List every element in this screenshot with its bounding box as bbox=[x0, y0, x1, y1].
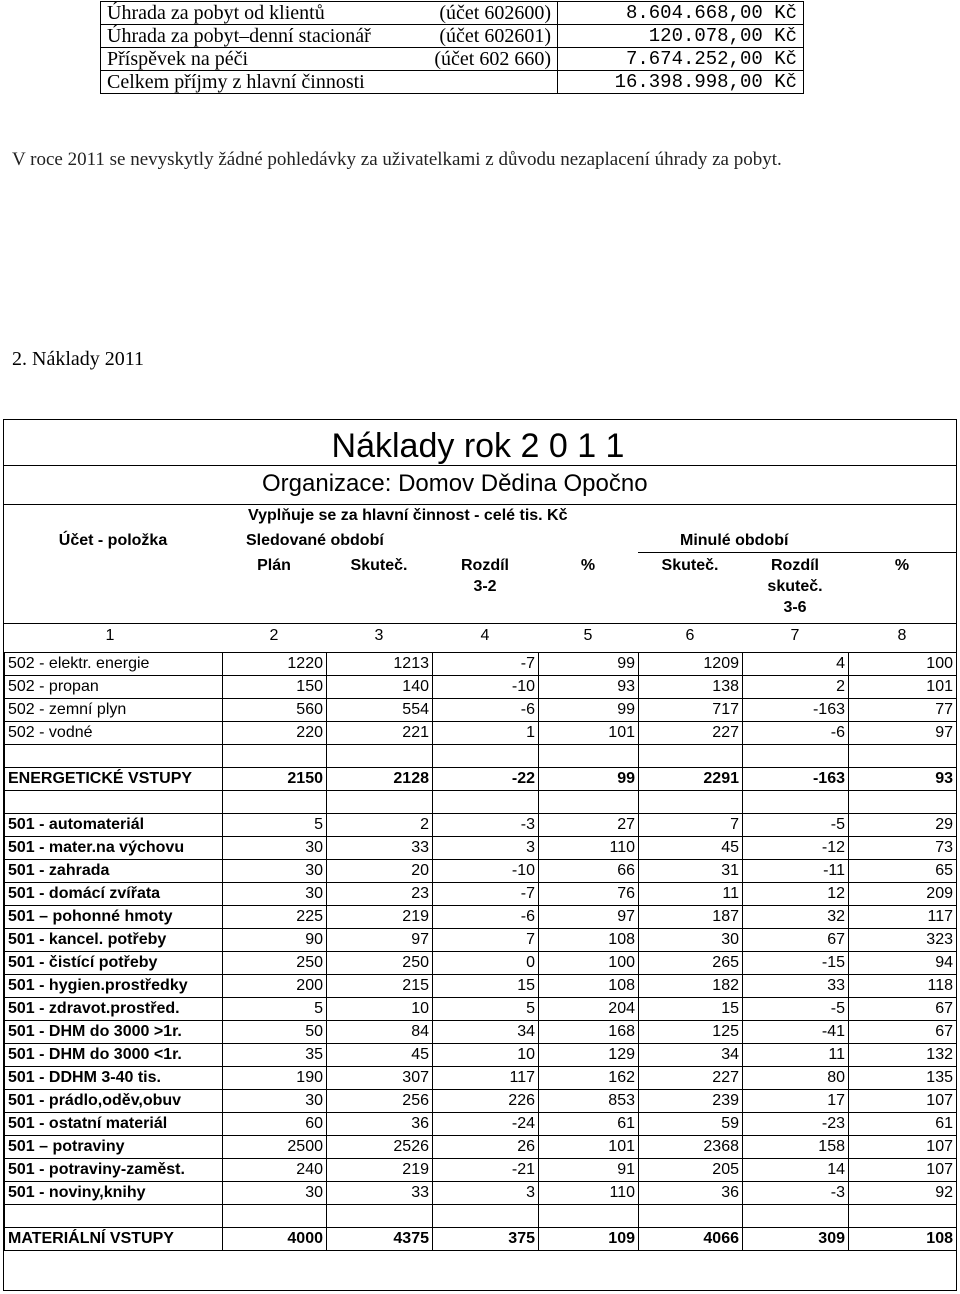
income-label: Celkem příjmy z hlavní činnosti bbox=[107, 71, 365, 93]
income-table bbox=[100, 1, 804, 94]
empty-cell bbox=[433, 1205, 539, 1228]
empty-cell bbox=[639, 791, 743, 814]
value-cell: 5 bbox=[223, 814, 327, 837]
header-diff-formula: 3-2 bbox=[473, 578, 497, 595]
value-cell: 219 bbox=[327, 906, 433, 929]
value-cell: -24 bbox=[433, 1113, 539, 1136]
header-diff: Rozdíl bbox=[461, 557, 509, 574]
empty-cell bbox=[539, 745, 639, 768]
value-cell: 109 bbox=[539, 1228, 639, 1251]
value-cell: 15 bbox=[639, 998, 743, 1021]
value-cell: -10 bbox=[433, 860, 539, 883]
value-cell: -3 bbox=[433, 814, 539, 837]
value-cell: 10 bbox=[327, 998, 433, 1021]
value-cell: 4000 bbox=[223, 1228, 327, 1251]
value-cell: 2128 bbox=[327, 768, 433, 791]
item-label: 502 - propan bbox=[5, 676, 223, 699]
header-current-period: Sledované období bbox=[246, 532, 384, 549]
value-cell: 117 bbox=[849, 906, 957, 929]
value-cell: -163 bbox=[743, 699, 849, 722]
value-cell: 36 bbox=[639, 1182, 743, 1205]
value-cell: 45 bbox=[327, 1044, 433, 1067]
value-cell: 1220 bbox=[223, 653, 327, 676]
value-cell: 67 bbox=[849, 998, 957, 1021]
section-heading: 2. Náklady 2011 bbox=[12, 348, 145, 370]
value-cell: 97 bbox=[327, 929, 433, 952]
item-label: 501 – pohonné hmoty bbox=[5, 906, 223, 929]
empty-cell bbox=[5, 745, 223, 768]
value-cell: 91 bbox=[539, 1159, 639, 1182]
total-row bbox=[5, 768, 957, 791]
value-cell: 227 bbox=[639, 722, 743, 745]
value-cell: -41 bbox=[743, 1021, 849, 1044]
item-label: 501 - noviny,knihy bbox=[5, 1182, 223, 1205]
value-cell: 4066 bbox=[639, 1228, 743, 1251]
table-row bbox=[5, 1044, 957, 1067]
empty-cell bbox=[327, 791, 433, 814]
empty-cell bbox=[223, 745, 327, 768]
item-label: 502 - zemní plyn bbox=[5, 699, 223, 722]
value-cell: 99 bbox=[539, 768, 639, 791]
empty-cell bbox=[539, 791, 639, 814]
value-cell: 31 bbox=[639, 860, 743, 883]
value-cell: 3 bbox=[433, 837, 539, 860]
value-cell: 36 bbox=[327, 1113, 433, 1136]
value-cell: 204 bbox=[539, 998, 639, 1021]
value-cell: 2150 bbox=[223, 768, 327, 791]
table-row bbox=[5, 952, 957, 975]
table-row bbox=[5, 1182, 957, 1205]
item-label: 501 - automateriál bbox=[5, 814, 223, 837]
value-cell: -6 bbox=[433, 906, 539, 929]
table-row bbox=[5, 653, 957, 676]
value-cell: 0 bbox=[433, 952, 539, 975]
value-cell: 256 bbox=[327, 1090, 433, 1113]
empty-cell bbox=[539, 1205, 639, 1228]
header-prev-percent: % bbox=[894, 557, 910, 574]
value-cell: 97 bbox=[539, 906, 639, 929]
item-label: 501 - zahrada bbox=[5, 860, 223, 883]
value-cell: 101 bbox=[539, 722, 639, 745]
income-label-cell bbox=[101, 2, 558, 25]
table-row bbox=[5, 883, 957, 906]
item-label: 501 - DHM do 3000 <1r. bbox=[5, 1044, 223, 1067]
value-cell: 33 bbox=[743, 975, 849, 998]
value-cell: 135 bbox=[849, 1067, 957, 1090]
value-cell: 97 bbox=[849, 722, 957, 745]
column-number: 7 bbox=[790, 627, 800, 644]
value-cell: 1 bbox=[433, 722, 539, 745]
value-cell: 30 bbox=[223, 1182, 327, 1205]
table-row bbox=[5, 860, 957, 883]
value-cell: 7 bbox=[639, 814, 743, 837]
value-cell: 26 bbox=[433, 1136, 539, 1159]
empty-cell bbox=[743, 1205, 849, 1228]
value-cell: 30 bbox=[223, 860, 327, 883]
value-cell: 309 bbox=[743, 1228, 849, 1251]
fill-note: Vyplňuje se za hlavní činnost - celé tis. Kč bbox=[248, 507, 568, 524]
item-label: 502 - vodné bbox=[5, 722, 223, 745]
value-cell: 200 bbox=[223, 975, 327, 998]
value-cell: 250 bbox=[327, 952, 433, 975]
table-row bbox=[5, 975, 957, 998]
value-cell: 108 bbox=[539, 929, 639, 952]
income-label: Úhrada za pobyt od klientů bbox=[107, 2, 325, 24]
column-number: 5 bbox=[583, 627, 593, 644]
value-cell: 100 bbox=[539, 952, 639, 975]
value-cell: 2291 bbox=[639, 768, 743, 791]
empty-cell bbox=[849, 745, 957, 768]
header-prev-diff: Rozdíl bbox=[771, 557, 819, 574]
value-cell: 33 bbox=[327, 837, 433, 860]
value-cell: 29 bbox=[849, 814, 957, 837]
header-actual: Skuteč. bbox=[350, 557, 408, 574]
value-cell: 226 bbox=[433, 1090, 539, 1113]
value-cell: 150 bbox=[223, 676, 327, 699]
income-row bbox=[101, 25, 804, 48]
item-label: 501 - hygien.prostředky bbox=[5, 975, 223, 998]
value-cell: 99 bbox=[539, 699, 639, 722]
value-cell: 30 bbox=[223, 883, 327, 906]
value-cell: 108 bbox=[849, 1228, 957, 1251]
income-label: Příspěvek na péči bbox=[107, 48, 249, 70]
value-cell: 10 bbox=[433, 1044, 539, 1067]
value-cell: 34 bbox=[433, 1021, 539, 1044]
table-row bbox=[5, 1021, 957, 1044]
divider bbox=[638, 552, 956, 553]
empty-cell bbox=[849, 1205, 957, 1228]
item-label: 501 - potraviny-zaměst. bbox=[5, 1159, 223, 1182]
empty-cell bbox=[639, 1205, 743, 1228]
value-cell: -12 bbox=[743, 837, 849, 860]
header-prev-diff-actual: skuteč. bbox=[767, 578, 823, 595]
value-cell: 1213 bbox=[327, 653, 433, 676]
empty-cell bbox=[327, 745, 433, 768]
value-cell: 190 bbox=[223, 1067, 327, 1090]
table-row bbox=[5, 699, 957, 722]
item-label: 501 - DDHM 3-40 tis. bbox=[5, 1067, 223, 1090]
cost-data-table bbox=[4, 652, 957, 1251]
value-cell: -7 bbox=[433, 653, 539, 676]
table-row bbox=[5, 722, 957, 745]
value-cell: 99 bbox=[539, 653, 639, 676]
value-cell: 33 bbox=[327, 1182, 433, 1205]
empty-cell bbox=[433, 791, 539, 814]
item-label: 501 - DHM do 3000 >1r. bbox=[5, 1021, 223, 1044]
value-cell: 93 bbox=[539, 676, 639, 699]
value-cell: -23 bbox=[743, 1113, 849, 1136]
header-prev-actual: Skuteč. bbox=[661, 557, 719, 574]
empty-cell bbox=[743, 791, 849, 814]
value-cell: 307 bbox=[327, 1067, 433, 1090]
empty-cell bbox=[327, 1205, 433, 1228]
value-cell: 76 bbox=[539, 883, 639, 906]
value-cell: 101 bbox=[539, 1136, 639, 1159]
value-cell: 17 bbox=[743, 1090, 849, 1113]
empty-cell bbox=[433, 745, 539, 768]
header-account-item: Účet - položka bbox=[58, 532, 168, 549]
value-cell: 94 bbox=[849, 952, 957, 975]
item-label: 501 – potraviny bbox=[5, 1136, 223, 1159]
value-cell: 14 bbox=[743, 1159, 849, 1182]
income-row bbox=[101, 71, 804, 94]
value-cell: 32 bbox=[743, 906, 849, 929]
column-number: 3 bbox=[374, 627, 384, 644]
value-cell: 375 bbox=[433, 1228, 539, 1251]
item-label: 502 - elektr. energie bbox=[5, 653, 223, 676]
column-number: 8 bbox=[897, 627, 907, 644]
value-cell: 265 bbox=[639, 952, 743, 975]
spacer-row bbox=[5, 1205, 957, 1228]
value-cell: 4375 bbox=[327, 1228, 433, 1251]
empty-cell bbox=[5, 791, 223, 814]
value-cell: -22 bbox=[433, 768, 539, 791]
table-row bbox=[5, 814, 957, 837]
empty-cell bbox=[849, 791, 957, 814]
value-cell: 12 bbox=[743, 883, 849, 906]
value-cell: 65 bbox=[849, 860, 957, 883]
value-cell: 11 bbox=[743, 1044, 849, 1067]
income-amount: 16.398.998,00 Kč bbox=[558, 71, 804, 94]
table-row bbox=[5, 929, 957, 952]
value-cell: 61 bbox=[849, 1113, 957, 1136]
value-cell: 2368 bbox=[639, 1136, 743, 1159]
value-cell: -5 bbox=[743, 814, 849, 837]
value-cell: 90 bbox=[223, 929, 327, 952]
table-row bbox=[5, 1090, 957, 1113]
value-cell: 110 bbox=[539, 837, 639, 860]
item-label: 501 - mater.na výchovu bbox=[5, 837, 223, 860]
empty-cell bbox=[223, 1205, 327, 1228]
income-amount: 8.604.668,00 Kč bbox=[558, 2, 804, 25]
income-account: (účet 602 660) bbox=[434, 48, 551, 70]
column-number: 6 bbox=[685, 627, 695, 644]
table-row bbox=[5, 906, 957, 929]
value-cell: 323 bbox=[849, 929, 957, 952]
value-cell: -5 bbox=[743, 998, 849, 1021]
income-label-cell bbox=[101, 71, 558, 94]
value-cell: -7 bbox=[433, 883, 539, 906]
value-cell: 140 bbox=[327, 676, 433, 699]
value-cell: 23 bbox=[327, 883, 433, 906]
value-cell: 30 bbox=[223, 837, 327, 860]
table-row bbox=[5, 1067, 957, 1090]
value-cell: 129 bbox=[539, 1044, 639, 1067]
item-label: 501 - domácí zvířata bbox=[5, 883, 223, 906]
value-cell: 187 bbox=[639, 906, 743, 929]
value-cell: 2 bbox=[743, 676, 849, 699]
value-cell: 15 bbox=[433, 975, 539, 998]
value-cell: 168 bbox=[539, 1021, 639, 1044]
value-cell: 67 bbox=[849, 1021, 957, 1044]
value-cell: -10 bbox=[433, 676, 539, 699]
header-prev-diff-formula: 3-6 bbox=[783, 599, 807, 616]
value-cell: -21 bbox=[433, 1159, 539, 1182]
value-cell: 205 bbox=[639, 1159, 743, 1182]
value-cell: -15 bbox=[743, 952, 849, 975]
value-cell: 2526 bbox=[327, 1136, 433, 1159]
organization-label: Organizace: Domov Dědina Opočno bbox=[262, 470, 648, 497]
value-cell: 50 bbox=[223, 1021, 327, 1044]
value-cell: 215 bbox=[327, 975, 433, 998]
income-amount: 120.078,00 Kč bbox=[558, 25, 804, 48]
value-cell: 2500 bbox=[223, 1136, 327, 1159]
value-cell: 560 bbox=[223, 699, 327, 722]
value-cell: 77 bbox=[849, 699, 957, 722]
spacer-row bbox=[5, 791, 957, 814]
value-cell: 20 bbox=[327, 860, 433, 883]
value-cell: 110 bbox=[539, 1182, 639, 1205]
value-cell: 250 bbox=[223, 952, 327, 975]
value-cell: 162 bbox=[539, 1067, 639, 1090]
value-cell: 7 bbox=[433, 929, 539, 952]
value-cell: 30 bbox=[639, 929, 743, 952]
value-cell: 67 bbox=[743, 929, 849, 952]
value-cell: 27 bbox=[539, 814, 639, 837]
value-cell: 60 bbox=[223, 1113, 327, 1136]
value-cell: 4 bbox=[743, 653, 849, 676]
value-cell: 100 bbox=[849, 653, 957, 676]
value-cell: 107 bbox=[849, 1159, 957, 1182]
divider bbox=[4, 623, 956, 624]
value-cell: 125 bbox=[639, 1021, 743, 1044]
value-cell: 84 bbox=[327, 1021, 433, 1044]
value-cell: 45 bbox=[639, 837, 743, 860]
value-cell: 240 bbox=[223, 1159, 327, 1182]
value-cell: 34 bbox=[639, 1044, 743, 1067]
income-label-cell bbox=[101, 25, 558, 48]
value-cell: -6 bbox=[743, 722, 849, 745]
item-label: ENERGETICKÉ VSTUPY bbox=[5, 768, 223, 791]
column-number: 4 bbox=[480, 627, 490, 644]
income-row bbox=[101, 2, 804, 25]
value-cell: 117 bbox=[433, 1067, 539, 1090]
empty-cell bbox=[5, 1205, 223, 1228]
value-cell: 11 bbox=[639, 883, 743, 906]
item-label: 501 - kancel. potřeby bbox=[5, 929, 223, 952]
empty-cell bbox=[639, 745, 743, 768]
value-cell: 5 bbox=[223, 998, 327, 1021]
value-cell: 30 bbox=[223, 1090, 327, 1113]
item-label: 501 - čistící potřeby bbox=[5, 952, 223, 975]
value-cell: 35 bbox=[223, 1044, 327, 1067]
column-number: 2 bbox=[269, 627, 279, 644]
cost-title: Náklady rok 2 0 1 1 bbox=[331, 427, 625, 465]
value-cell: 221 bbox=[327, 722, 433, 745]
income-account: (účet 602601) bbox=[439, 25, 551, 47]
value-cell: 138 bbox=[639, 676, 743, 699]
value-cell: 1209 bbox=[639, 653, 743, 676]
value-cell: 107 bbox=[849, 1136, 957, 1159]
value-cell: 92 bbox=[849, 1182, 957, 1205]
value-cell: 554 bbox=[327, 699, 433, 722]
item-label: MATERIÁLNÍ VSTUPY bbox=[5, 1228, 223, 1251]
value-cell: -6 bbox=[433, 699, 539, 722]
value-cell: 2 bbox=[327, 814, 433, 837]
item-label: 501 - zdravot.prostřed. bbox=[5, 998, 223, 1021]
value-cell: 107 bbox=[849, 1090, 957, 1113]
value-cell: 220 bbox=[223, 722, 327, 745]
item-label: 501 - prádlo,oděv,obuv bbox=[5, 1090, 223, 1113]
empty-cell bbox=[743, 745, 849, 768]
income-account: (účet 602600) bbox=[439, 2, 551, 24]
income-label: Úhrada za pobyt–denní stacionář bbox=[107, 25, 371, 47]
value-cell: 118 bbox=[849, 975, 957, 998]
value-cell: 101 bbox=[849, 676, 957, 699]
value-cell: 717 bbox=[639, 699, 743, 722]
spacer-row bbox=[5, 745, 957, 768]
divider bbox=[4, 504, 956, 505]
total-row bbox=[5, 1228, 957, 1251]
table-row bbox=[5, 676, 957, 699]
value-cell: 3 bbox=[433, 1182, 539, 1205]
value-cell: -11 bbox=[743, 860, 849, 883]
header-percent: % bbox=[580, 557, 596, 574]
value-cell: 73 bbox=[849, 837, 957, 860]
value-cell: 219 bbox=[327, 1159, 433, 1182]
value-cell: 227 bbox=[639, 1067, 743, 1090]
value-cell: 61 bbox=[539, 1113, 639, 1136]
value-cell: -3 bbox=[743, 1182, 849, 1205]
table-row bbox=[5, 1136, 957, 1159]
header-plan: Plán bbox=[257, 557, 291, 574]
value-cell: 108 bbox=[539, 975, 639, 998]
empty-cell bbox=[223, 791, 327, 814]
value-cell: 225 bbox=[223, 906, 327, 929]
value-cell: 209 bbox=[849, 883, 957, 906]
header-previous-period: Minulé období bbox=[680, 532, 789, 549]
value-cell: 93 bbox=[849, 768, 957, 791]
value-cell: 132 bbox=[849, 1044, 957, 1067]
value-cell: 158 bbox=[743, 1136, 849, 1159]
value-cell: 182 bbox=[639, 975, 743, 998]
value-cell: 239 bbox=[639, 1090, 743, 1113]
cost-table-frame bbox=[3, 419, 957, 1291]
item-label: 501 - ostatní materiál bbox=[5, 1113, 223, 1136]
table-row bbox=[5, 1159, 957, 1182]
column-number: 1 bbox=[105, 627, 115, 644]
value-cell: 66 bbox=[539, 860, 639, 883]
income-row bbox=[101, 48, 804, 71]
divider bbox=[4, 465, 956, 466]
value-cell: 853 bbox=[539, 1090, 639, 1113]
income-amount: 7.674.252,00 Kč bbox=[558, 48, 804, 71]
value-cell: -163 bbox=[743, 768, 849, 791]
income-label-cell bbox=[101, 48, 558, 71]
value-cell: 5 bbox=[433, 998, 539, 1021]
value-cell: 80 bbox=[743, 1067, 849, 1090]
receivables-note: V roce 2011 se nevyskytly žádné pohledávky za uživatelkami z důvodu nezaplacení úhrady za pobyt. bbox=[12, 149, 782, 170]
table-row bbox=[5, 1113, 957, 1136]
table-row bbox=[5, 998, 957, 1021]
table-row bbox=[5, 837, 957, 860]
value-cell: 59 bbox=[639, 1113, 743, 1136]
